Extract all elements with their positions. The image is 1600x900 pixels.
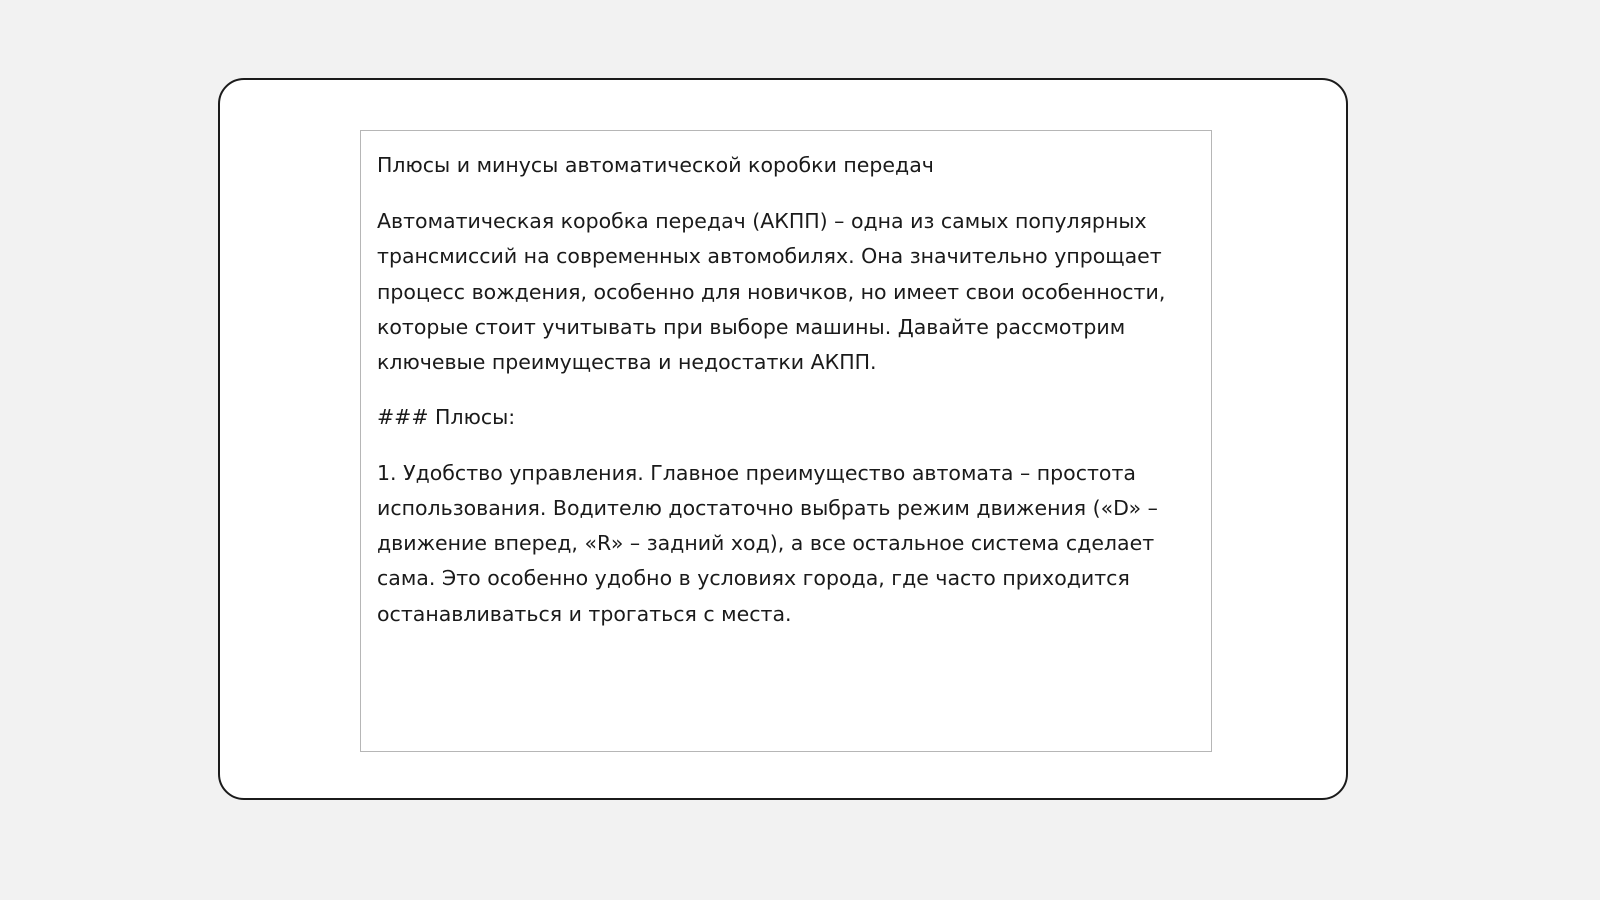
document-title: Плюсы и минусы автоматической коробки передач (377, 153, 934, 177)
section-heading-plusy: ### Плюсы: (377, 405, 516, 430)
document-intro-paragraph: Автоматическая коробка передач (АКПП) – одна из самых популярных трансмиссий на современных автомобилях. Она значительно упрощает процесс вождения, особенно для новичков, но имеет свои особенности, которые стоит учитывать при выборе машины. Давайте рассмотрим ключевые преимущества и недостатки АКПП. (377, 209, 1172, 375)
text-content-panel[interactable] (360, 130, 1212, 752)
list-item-1: 1. Удобство управления. Главное преимущество автомата – простота использования. Водителю достаточно выбрать режим движения («D» – движение вперед, «R» – задний ход), а все остальное система сделает сама. Это особенно удобно в условиях города, где часто приходится останавливаться и трогаться с места. (377, 460, 1165, 626)
document-card-frame (218, 78, 1348, 800)
